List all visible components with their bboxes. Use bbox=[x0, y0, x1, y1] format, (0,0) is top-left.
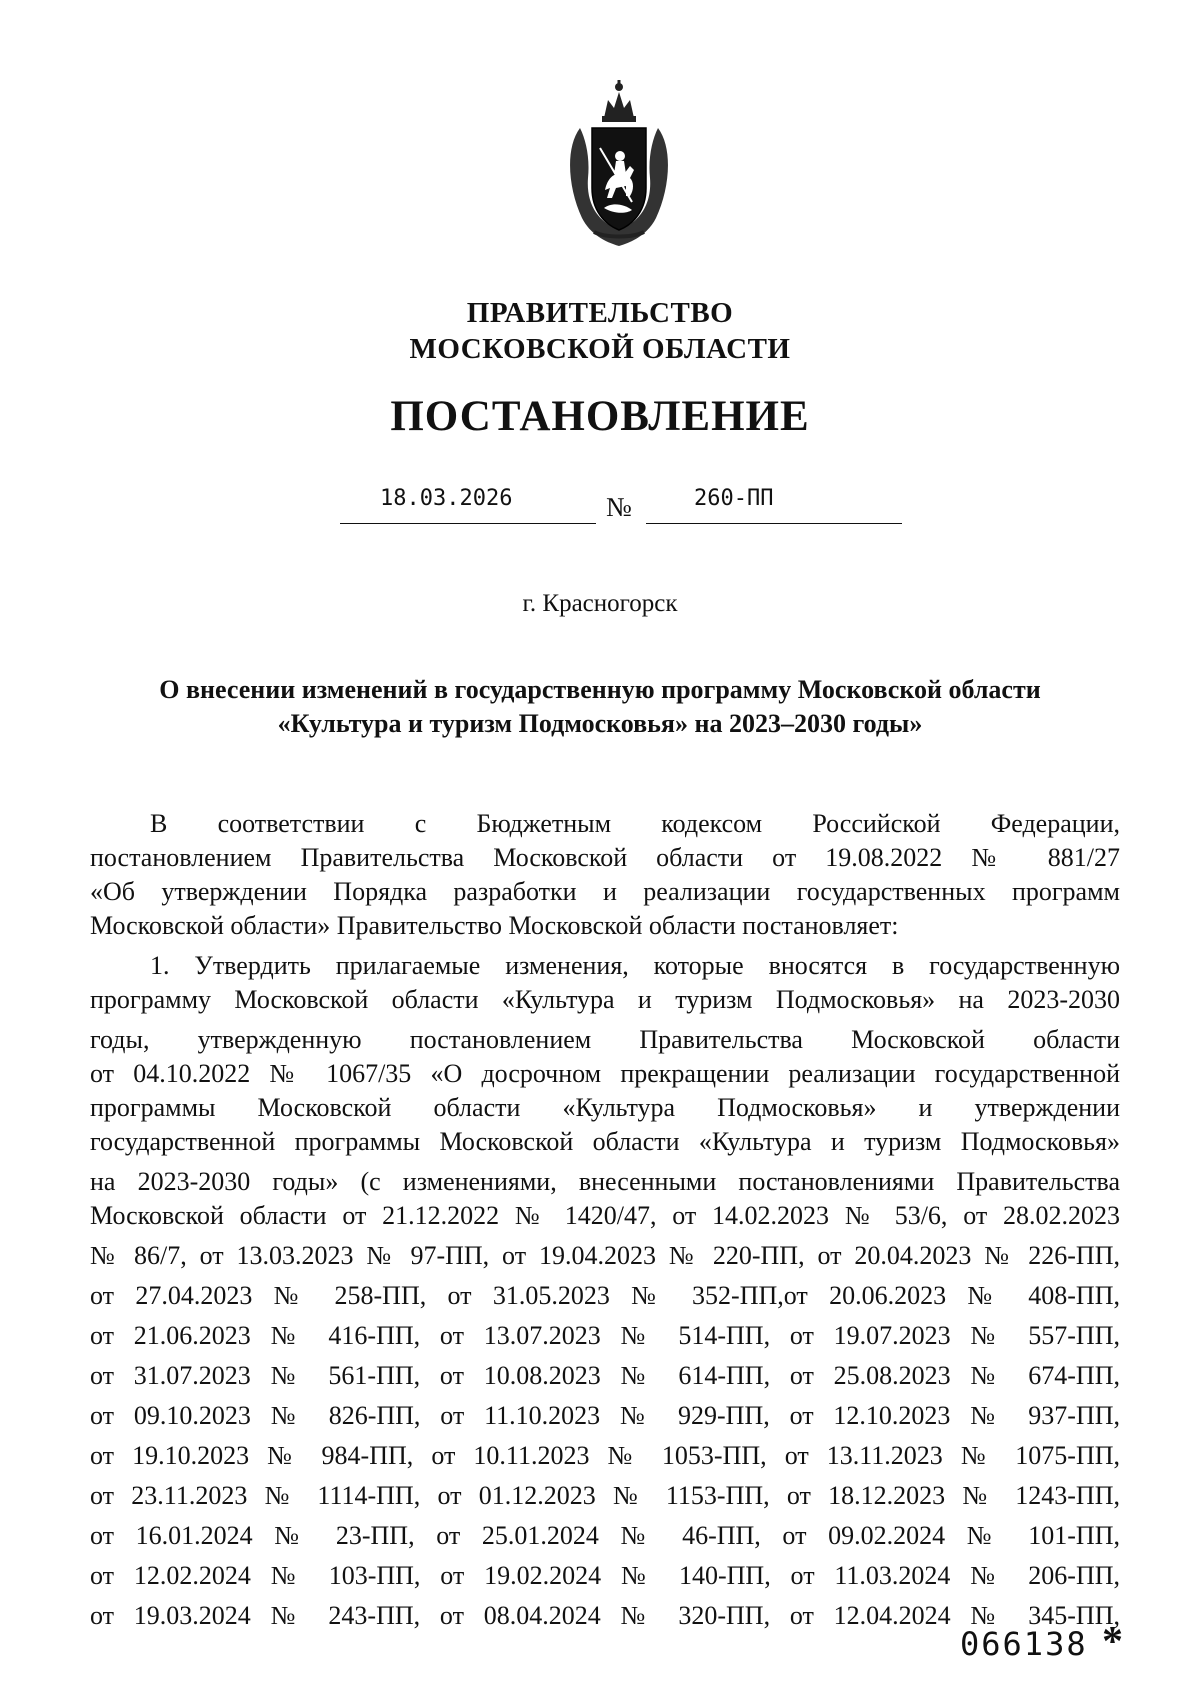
number-sign: № bbox=[606, 492, 632, 522]
body-line: программы Московской области «Культура Подмосковья» и утверждении bbox=[90, 1093, 1120, 1122]
body-line: от 31.07.2023 № 561-ПП, от 10.08.2023 № 614-ПП, от 25.08.2023 № 674-ПП, bbox=[90, 1361, 1120, 1390]
body-line: программу Московской области «Культура и туризм Подмосковья» на 2023-2030 bbox=[90, 985, 1120, 1014]
body-line: Московской области» Правительство Московской области постановляет: bbox=[90, 911, 899, 940]
body-line: 1. Утвердить прилагаемые изменения, которые вносятся в государственную bbox=[150, 951, 1120, 980]
body-line: от 21.06.2023 № 416-ПП, от 13.07.2023 № 514-ПП, от 19.07.2023 № 557-ПП, bbox=[90, 1321, 1120, 1350]
body-line: от 19.10.2023 № 984-ПП, от 10.11.2023 № 1053-ПП, от 13.11.2023 № 1075-ПП, bbox=[90, 1441, 1120, 1470]
serial-mark: * bbox=[1102, 1619, 1123, 1665]
body-line: Московской области от 21.12.2022 № 1420/47, от 14.02.2023 № 53/6, от 28.02.2023 bbox=[90, 1201, 1120, 1230]
body-line: от 09.10.2023 № 826-ПП, от 11.10.2023 № 929-ПП, от 12.10.2023 № 937-ПП, bbox=[90, 1401, 1120, 1430]
body-line: от 19.03.2024 № 243-ПП, от 08.04.2024 № 320-ПП, от 12.04.2024 № 345-ПП, bbox=[90, 1601, 1120, 1630]
serial-number: 066138 bbox=[960, 1625, 1088, 1663]
body-line: «Об утверждении Порядка разработки и реализации государственных программ bbox=[90, 877, 1120, 906]
organization-name-line1: ПРАВИТЕЛЬСТВО bbox=[466, 297, 734, 329]
body-line: В соответствии с Бюджетным кодексом Российской Федерации, bbox=[150, 809, 1120, 838]
coat-of-arms-icon bbox=[560, 78, 678, 248]
body-line: постановлением Правительства Московской области от 19.08.2022 № 881/27 bbox=[90, 843, 1120, 872]
date-underline bbox=[340, 523, 596, 524]
document-date: 18.03.2026 bbox=[380, 486, 513, 511]
organization-name-line2: МОСКОВСКОЙ ОБЛАСТИ bbox=[409, 333, 791, 365]
body-line: № 86/7, от 13.03.2023 № 97-ПП, от 19.04.2023 № 220-ПП, от 20.04.2023 № 226-ПП, bbox=[90, 1241, 1120, 1270]
body-line: от 23.11.2023 № 1114-ПП, от 01.12.2023 № 1153-ПП, от 18.12.2023 № 1243-ПП, bbox=[90, 1481, 1120, 1510]
document-type-title: ПОСТАНОВЛЕНИЕ bbox=[390, 393, 810, 440]
body-line: от 27.04.2023 № 258-ПП, от 31.05.2023 № 352-ПП,от 20.06.2023 № 408-ПП, bbox=[90, 1281, 1120, 1310]
body-line: от 12.02.2024 № 103-ПП, от 19.02.2024 № 140-ПП, от 11.03.2024 № 206-ПП, bbox=[90, 1561, 1120, 1590]
city-name: г. Красногорск bbox=[522, 590, 678, 617]
body-line: от 16.01.2024 № 23-ПП, от 25.01.2024 № 46-ПП, от 09.02.2024 № 101-ПП, bbox=[90, 1521, 1120, 1550]
number-underline bbox=[646, 523, 902, 524]
subject-line2: «Культура и туризм Подмосковья» на 2023–2030 годы» bbox=[277, 709, 923, 738]
body-line: от 04.10.2022 № 1067/35 «О досрочном прекращении реализации государственной bbox=[90, 1059, 1120, 1088]
body-line: на 2023-2030 годы» (с изменениями, внесенными постановлениями Правительства bbox=[90, 1167, 1120, 1196]
subject-line1: О внесении изменений в государственную программу Московской области bbox=[159, 675, 1041, 704]
body-line: государственной программы Московской области «Культура и туризм Подмосковья» bbox=[90, 1127, 1120, 1156]
body-line: годы, утвержденную постановлением Правительства Московской области bbox=[90, 1025, 1120, 1054]
document-number: 260-ПП bbox=[694, 486, 774, 511]
